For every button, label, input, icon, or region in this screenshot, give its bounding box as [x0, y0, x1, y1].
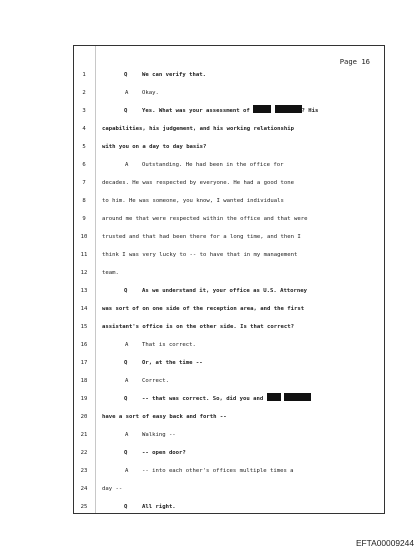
line-number: 6 [82, 162, 86, 168]
line-text-start: Yes. What was your assessment of [142, 108, 254, 114]
transcript-line [74, 210, 386, 228]
line-number: 2 [82, 90, 86, 96]
line-number: 11 [80, 252, 88, 258]
transcript-line [74, 66, 386, 84]
redaction-box [267, 393, 281, 401]
transcript-line [74, 174, 386, 192]
line-number: 19 [80, 396, 88, 402]
line-text: team. [102, 270, 119, 276]
transcript-line [74, 426, 386, 444]
transcript-line [74, 318, 386, 336]
line-text-start: -- that was correct. So, did you and [142, 396, 267, 402]
transcript-line [74, 354, 386, 372]
transcript-line [74, 264, 386, 282]
line-text: -- open door? [142, 450, 186, 456]
transcript-line [74, 300, 386, 318]
speaker-label: Q [124, 72, 128, 78]
transcript-line [74, 444, 386, 462]
speaker-label: Q [124, 108, 128, 114]
line-number: 24 [80, 486, 88, 492]
line-text: We can verify that. [142, 72, 206, 78]
speaker-label: A [125, 342, 129, 348]
transcript-line [74, 480, 386, 498]
line-text: Or, at the time -- [142, 360, 203, 366]
line-number: 12 [80, 270, 88, 276]
speaker-label: A [125, 432, 129, 438]
line-text [142, 390, 311, 408]
line-text: Correct. [142, 378, 169, 384]
speaker-label: A [125, 162, 129, 168]
line-text: That is correct. [142, 342, 196, 348]
line-text: -- into each other's offices multiple times a [142, 468, 294, 474]
redaction-box [253, 105, 271, 113]
line-number: 20 [80, 414, 88, 420]
page-number: Page 16 [339, 57, 370, 66]
speaker-label: Q [124, 288, 128, 294]
line-number: 5 [82, 144, 86, 150]
transcript-line [74, 228, 386, 246]
line-number: 8 [82, 198, 86, 204]
line-text: with you on a day to day basis? [102, 144, 207, 150]
transcript-line [74, 282, 386, 300]
line-text: think I was very lucky to -- to have that in my management [102, 252, 298, 258]
transcript-line [74, 372, 386, 390]
line-text: have a sort of easy back and forth -- [102, 414, 227, 420]
transcript-line [74, 390, 386, 408]
line-text: around me that were respected within the office and that were [102, 216, 308, 222]
speaker-label: Q [124, 504, 128, 510]
transcript-line [74, 156, 386, 174]
transcript-line [74, 498, 386, 516]
line-text: As we understand it, your office as U.S. Attorney [142, 288, 308, 294]
line-text: assistant's office is on the other side. Is that correct? [102, 324, 294, 330]
line-number: 17 [80, 360, 88, 366]
transcript-line [74, 120, 386, 138]
speaker-label: A [125, 378, 129, 384]
line-text: Outstanding. He had been in the office for [142, 162, 284, 168]
line-text: capabilities, his judgement, and his working relationship [102, 126, 294, 132]
transcript-line [74, 84, 386, 102]
transcript-line [74, 102, 386, 120]
line-number: 25 [80, 504, 88, 510]
line-text-end: ? His [301, 108, 319, 114]
line-number: 7 [82, 180, 86, 186]
speaker-label: A [125, 90, 129, 96]
line-text: decades. He was respected by everyone. He had a good tone [102, 180, 294, 186]
redaction-box [275, 105, 302, 113]
transcript-page [73, 45, 385, 514]
line-number: 3 [82, 108, 86, 114]
line-number: 13 [80, 288, 88, 294]
line-text: All right. [142, 504, 176, 510]
transcript-line [74, 138, 386, 156]
bates-number: EFTA00009244 [355, 538, 414, 548]
transcript-line [74, 192, 386, 210]
line-number: 21 [80, 432, 88, 438]
line-number: 1 [82, 72, 86, 78]
redaction-box [284, 393, 311, 401]
line-text: trusted and that had been there for a long time, and then I [102, 234, 301, 240]
line-number: 15 [80, 324, 88, 330]
transcript-line [74, 336, 386, 354]
line-text: was sort of on one side of the reception area, and the first [102, 306, 305, 312]
speaker-label: Q [124, 396, 128, 402]
transcript-line [74, 246, 386, 264]
line-number: 9 [82, 216, 86, 222]
line-text: Walking -- [142, 432, 176, 438]
line-text: day -- [102, 486, 123, 492]
transcript-line [74, 462, 386, 480]
line-number: 22 [80, 450, 88, 456]
speaker-label: Q [124, 360, 128, 366]
line-text [142, 102, 318, 120]
line-text: Okay. [142, 90, 159, 96]
speaker-label: A [125, 468, 129, 474]
line-text: to him. He was someone, you know, I wanted individuals [102, 198, 284, 204]
line-number: 4 [82, 126, 86, 132]
line-number: 18 [80, 378, 88, 384]
line-number: 10 [80, 234, 88, 240]
line-number: 23 [80, 468, 88, 474]
transcript-line [74, 408, 386, 426]
speaker-label: Q [124, 450, 128, 456]
line-number: 16 [80, 342, 88, 348]
line-number: 14 [80, 306, 88, 312]
